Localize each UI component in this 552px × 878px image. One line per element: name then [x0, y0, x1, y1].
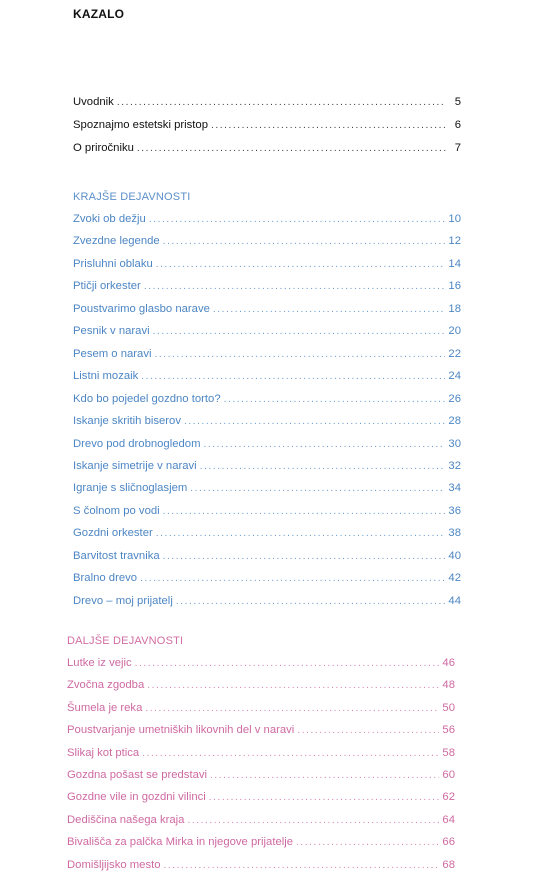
toc-entry-label: Listni mozaik	[73, 370, 139, 383]
toc-entry-label: S čolnom po vodi	[73, 504, 160, 517]
toc-entry[interactable]	[67, 701, 455, 716]
toc-entry-label: Šumela je reka	[67, 701, 143, 714]
toc-entry[interactable]	[73, 504, 461, 519]
toc-entry[interactable]	[73, 369, 461, 384]
toc-dot-leader	[135, 657, 440, 671]
toc-entry-label: O priročniku	[73, 142, 134, 154]
toc-dot-leader	[184, 415, 445, 429]
toc-entry-label: Kdo bo pojedel gozdno torto?	[73, 392, 221, 405]
toc-entry-label: Gozdne vile in gozdni vilinci	[67, 791, 206, 804]
toc-entry-label: Slikaj kot ptica	[67, 746, 140, 759]
toc-entry[interactable]	[67, 656, 455, 671]
toc-entry[interactable]	[73, 95, 461, 110]
toc-entry-label: Gozdna pošast se predstavi	[67, 769, 208, 781]
section-heading-long: DALJŠE DEJAVNOSTI	[67, 635, 184, 647]
toc-entry-label: Dediščina našega kraja	[67, 813, 185, 826]
toc-entry-page-number: 16	[448, 280, 461, 293]
toc-entry-page-number: 7	[454, 142, 461, 154]
toc-entry-page-number: 64	[442, 813, 455, 826]
toc-entry-label: Igranje s sličnoglasjem	[73, 482, 188, 495]
toc-dot-leader	[204, 438, 446, 452]
toc-entry-page-number: 20	[448, 325, 461, 338]
toc-entry[interactable]	[67, 835, 455, 850]
toc-entry-page-number: 36	[448, 504, 461, 517]
toc-entry-page-number: 46	[442, 657, 455, 669]
toc-entry-page-number: 68	[442, 858, 455, 871]
toc-entry-page-number: 6	[454, 119, 461, 131]
toc-entry-page-number: 56	[442, 724, 455, 737]
toc-dot-leader	[163, 550, 446, 564]
toc-entry-label: Drevo – moj prijatelj	[73, 594, 173, 607]
toc-dot-leader	[153, 325, 446, 339]
toc-entry[interactable]	[73, 118, 461, 133]
toc-dot-leader	[141, 370, 445, 384]
toc-dot-leader	[144, 280, 446, 294]
toc-entry-label: Ptičji orkester	[73, 280, 141, 293]
toc-entry-label: Zvočna zgodba	[67, 679, 145, 692]
toc-entry[interactable]	[73, 257, 461, 272]
toc-entry-page-number: 44	[448, 594, 461, 607]
toc-dot-leader	[296, 836, 439, 850]
toc-entry[interactable]	[67, 768, 455, 783]
toc-dot-leader	[190, 482, 445, 496]
toc-entry-page-number: 38	[448, 527, 461, 540]
toc-dot-leader	[209, 791, 440, 805]
toc-dot-leader	[210, 769, 439, 783]
toc-entry-page-number: 50	[442, 701, 455, 714]
toc-entry-page-number: 28	[448, 415, 461, 428]
toc-entry-page-number: 18	[448, 302, 461, 315]
toc-dot-leader	[213, 303, 446, 317]
toc-entry[interactable]	[67, 858, 455, 873]
toc-dot-leader	[149, 213, 446, 227]
toc-entry-label: Iskanje simetrije v naravi	[73, 459, 197, 472]
toc-dot-leader	[145, 702, 439, 716]
toc-entry-page-number: 42	[448, 572, 461, 585]
toc-dot-leader	[155, 348, 446, 362]
toc-entry-page-number: 12	[448, 235, 461, 248]
toc-entry[interactable]	[67, 678, 455, 693]
toc-entry[interactable]	[73, 481, 461, 496]
toc-dot-leader	[117, 96, 446, 110]
toc-entry-label: Gozdni orkester	[73, 527, 153, 540]
toc-dot-leader	[164, 859, 440, 873]
toc-dot-leader	[176, 595, 446, 609]
toc-dot-leader	[147, 679, 439, 693]
toc-dot-leader	[163, 235, 446, 249]
toc-dot-leader	[224, 393, 446, 407]
toc-dot-leader	[297, 724, 439, 738]
toc-entry-label: Pesnik v naravi	[73, 325, 150, 338]
toc-entry[interactable]	[73, 549, 461, 564]
toc-entry[interactable]	[73, 141, 461, 156]
toc-entry-label: Drevo pod drobnogledom	[73, 437, 201, 450]
toc-dot-leader	[156, 527, 446, 541]
toc-entry-page-number: 24	[448, 370, 461, 383]
toc-entry[interactable]	[67, 813, 455, 828]
toc-entry-page-number: 22	[448, 347, 461, 360]
section-heading-short: KRAJŠE DEJAVNOSTI	[73, 191, 191, 203]
toc-dot-leader	[187, 814, 439, 828]
toc-entry-label: Bralno drevo	[73, 572, 138, 585]
toc-entry[interactable]	[73, 414, 461, 429]
toc-entry[interactable]	[73, 302, 461, 317]
toc-entry-label: Zvoki ob dežju	[73, 213, 146, 225]
toc-entry-label: Spoznajmo estetski pristop	[73, 119, 208, 131]
toc-dot-leader	[142, 747, 439, 761]
toc-entry-page-number: 10	[448, 213, 461, 225]
toc-entry-page-number: 34	[448, 482, 461, 495]
toc-entry-label: Prisluhni oblaku	[73, 257, 153, 270]
toc-entry[interactable]	[67, 790, 455, 805]
toc-dot-leader	[211, 119, 446, 133]
toc-entry[interactable]	[73, 324, 461, 339]
toc-entry-label: Poustvarimo glasbo narave	[73, 302, 210, 315]
toc-entry-label: Pesem o naravi	[73, 347, 152, 360]
toc-dot-leader	[200, 460, 446, 474]
toc-entry[interactable]	[73, 526, 461, 541]
toc-entry-page-number: 66	[442, 836, 455, 849]
toc-entry-page-number: 60	[442, 769, 455, 781]
toc-entry[interactable]	[73, 234, 461, 249]
toc-dot-leader	[163, 505, 446, 519]
toc-entry-page-number: 40	[448, 549, 461, 562]
toc-entry-label: Uvodnik	[73, 96, 114, 108]
toc-entry-page-number: 48	[442, 679, 455, 692]
toc-entry[interactable]	[67, 746, 455, 761]
toc-entry-page-number: 30	[448, 437, 461, 450]
toc-entry[interactable]	[73, 571, 461, 586]
toc-entry[interactable]	[73, 347, 461, 362]
toc-dot-leader	[137, 142, 446, 156]
toc-entry[interactable]	[73, 212, 461, 227]
toc-entry-label: Poustvarjanje umetniških likovnih del v naravi	[67, 724, 295, 737]
toc-entry-page-number: 32	[448, 459, 461, 472]
toc-entry-label: Domišljijsko mesto	[67, 858, 161, 871]
toc-entry-page-number: 26	[448, 392, 461, 405]
toc-entry-page-number: 5	[454, 96, 461, 108]
toc-entry[interactable]	[73, 392, 461, 407]
toc-entry-page-number: 14	[448, 257, 461, 270]
toc-entry[interactable]	[73, 459, 461, 474]
toc-entry[interactable]	[73, 437, 461, 452]
toc-entry-label: Bivališča za palčka Mirka in njegove prijatelje	[67, 836, 294, 849]
toc-entry-label: Iskanje skritih biserov	[73, 415, 181, 428]
toc-entry-page-number: 58	[442, 746, 455, 759]
toc-entry[interactable]	[73, 279, 461, 294]
toc-entry-label: Zvezdne legende	[73, 235, 160, 248]
toc-dot-leader	[156, 258, 446, 272]
page-title: KAZALO	[73, 7, 125, 21]
toc-entry-label: Lutke iz vejic	[67, 657, 132, 669]
toc-entry[interactable]	[67, 723, 455, 738]
toc-entry-page-number: 62	[442, 791, 455, 804]
toc-entry[interactable]	[73, 594, 461, 609]
toc-dot-leader	[140, 572, 445, 586]
toc-entry-label: Barvitost travnika	[73, 549, 160, 562]
